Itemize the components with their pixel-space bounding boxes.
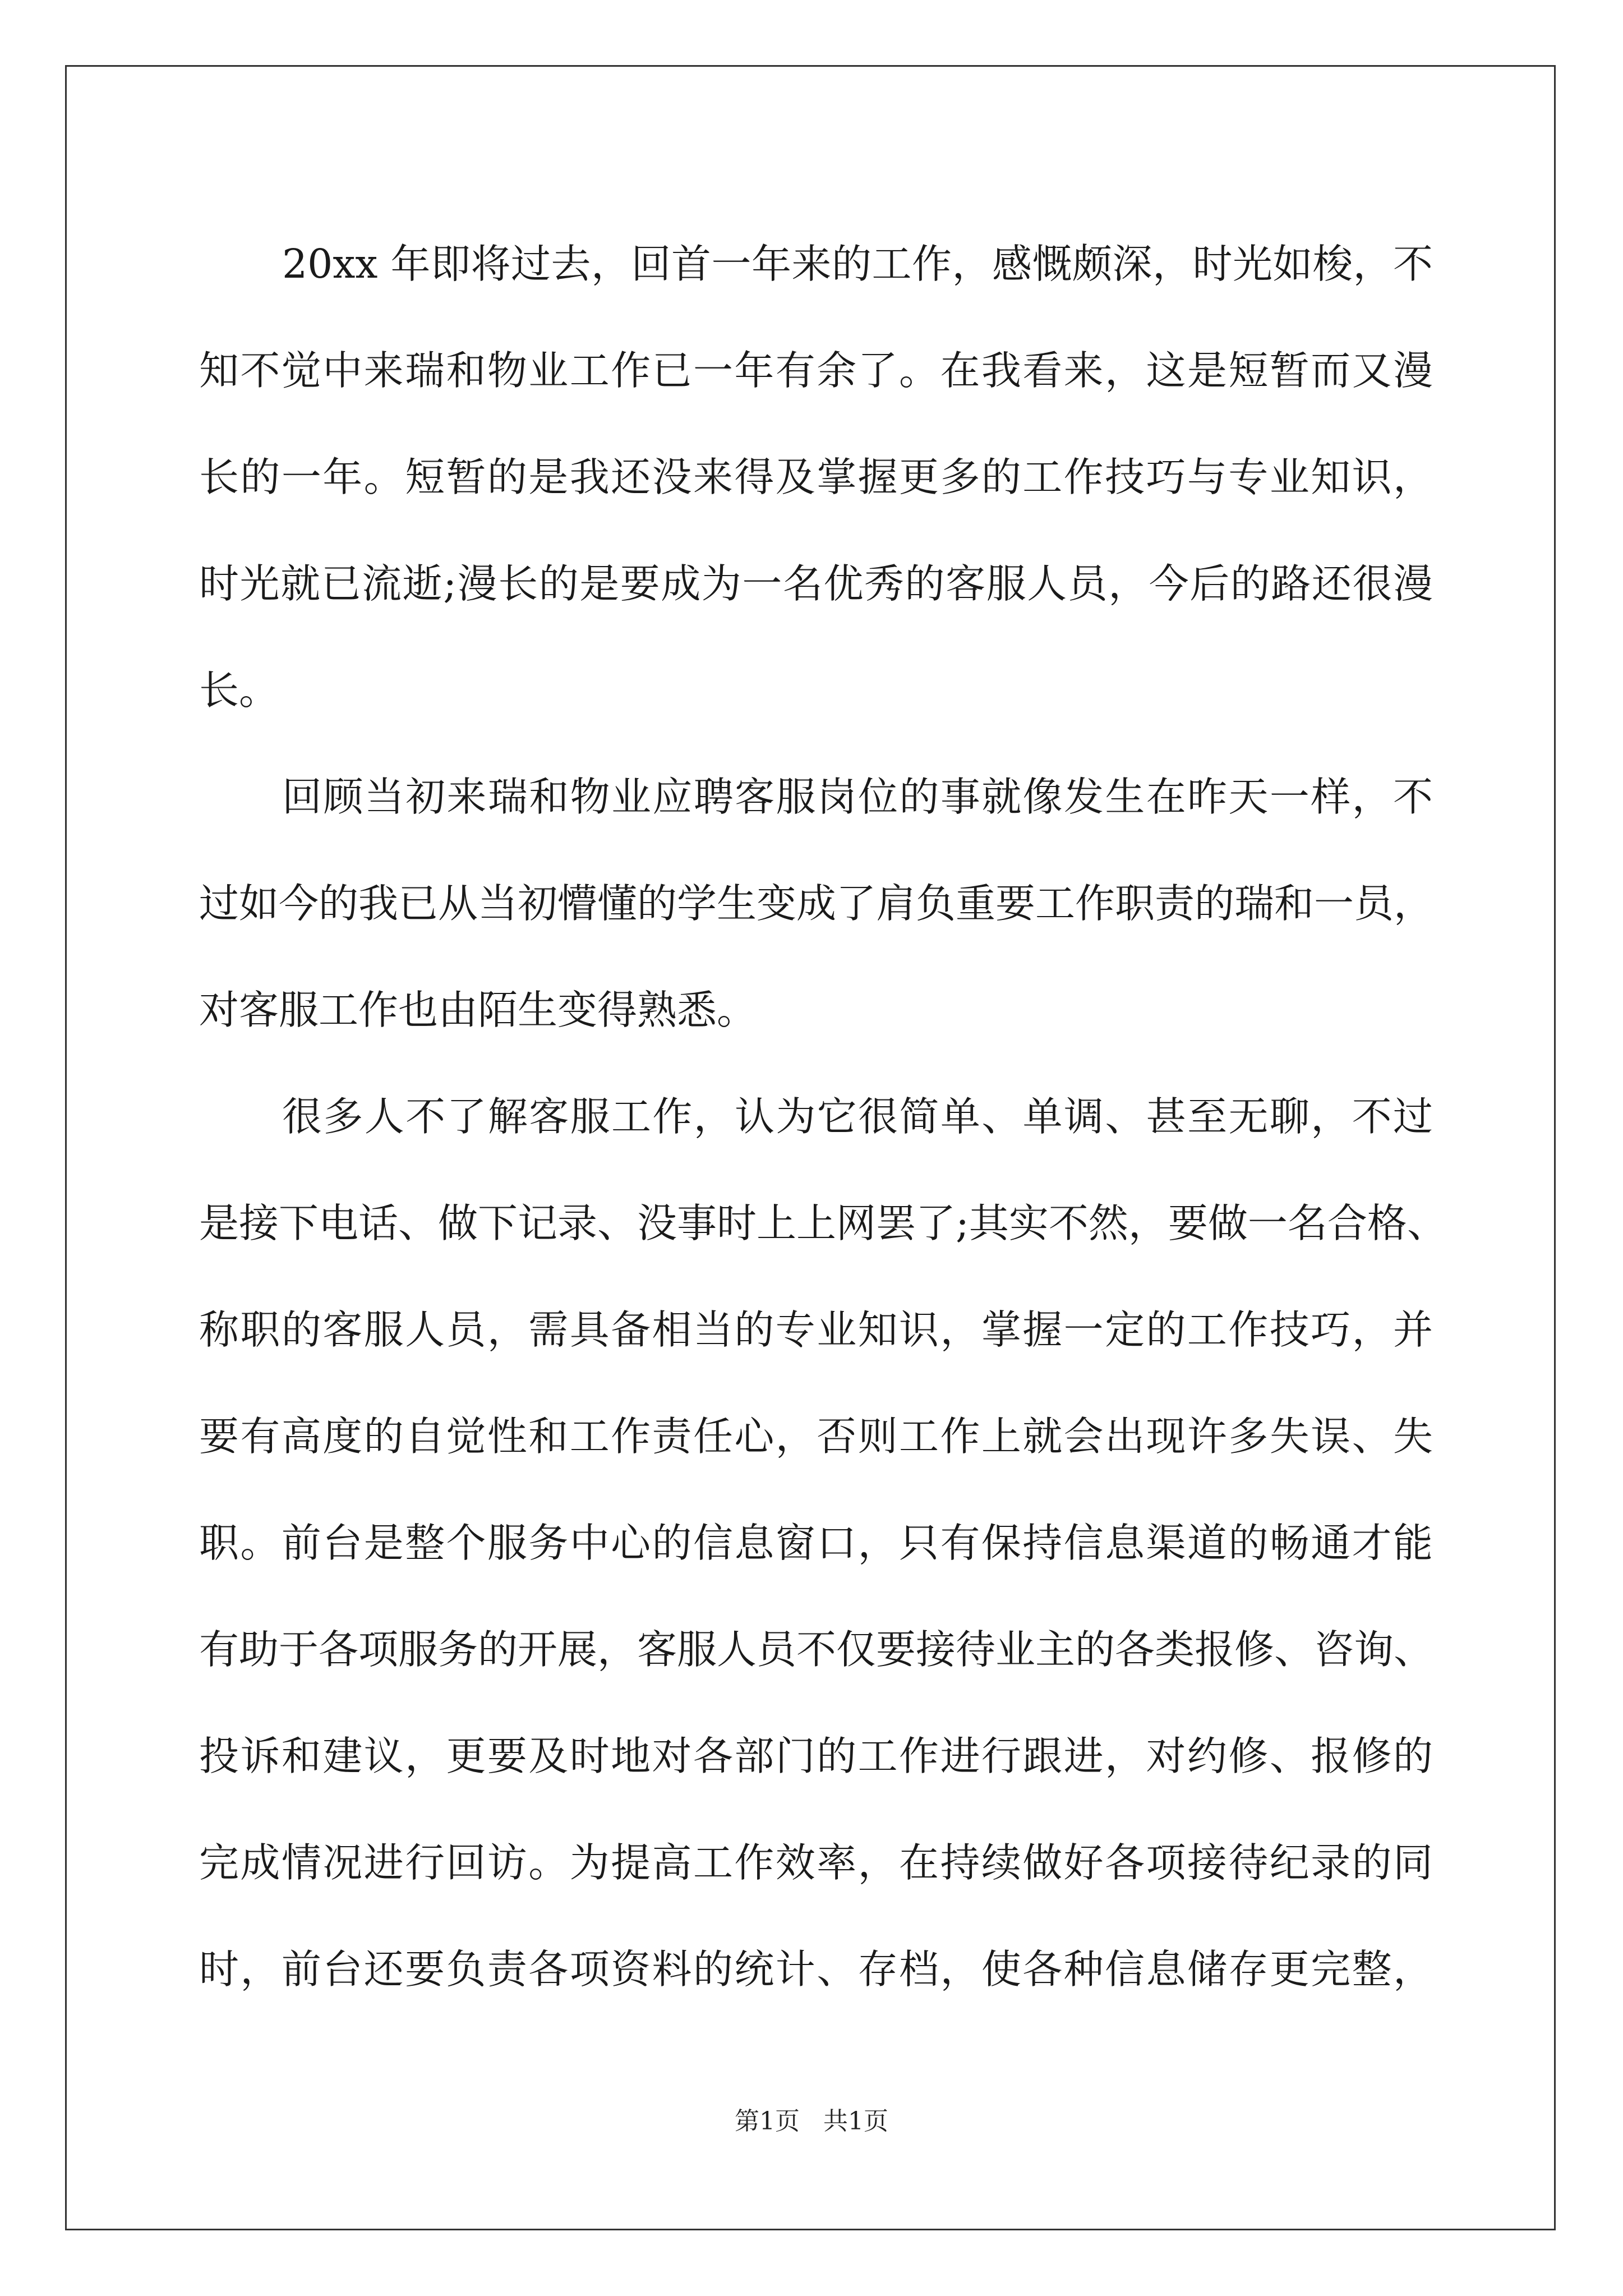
text-line: 回顾当初来瑞和物业应聘客服岗位的事就像发生在昨天一样，不 xyxy=(282,774,1433,820)
text-line: 过如今的我已从当初懵懂的学生变成了肩负重要工作职责的瑞和一员， xyxy=(199,880,1434,927)
text-line: 对客服工作也由陌生变得熟悉。 xyxy=(199,987,757,1033)
paragraph-1 xyxy=(199,211,1433,744)
document-body xyxy=(199,211,1447,2023)
page-footer xyxy=(0,2101,1623,2137)
text-line: 知不觉中来瑞和物业工作已一年有余了。在我看来，这是短暂而又漫 xyxy=(199,347,1433,394)
text-line: 称职的客服人员，需具备相当的专业知识，掌握一定的工作技巧，并 xyxy=(199,1306,1433,1353)
text-line: 要有高度的自觉性和工作责任心，否则工作上就会出现许多失误、失 xyxy=(199,1413,1433,1460)
text-line: 有助于各项服务的开展，客服人员不仅要接待业主的各类报修、咨询、 xyxy=(199,1626,1434,1673)
paragraph-2 xyxy=(199,744,1433,1064)
text-line: 很多人不了解客服工作，认为它很简单、单调、甚至无聊，不过 xyxy=(282,1093,1433,1140)
text-line: 是接下电话、做下记录、没事时上上网罢了;其实不然，要做一名合格、 xyxy=(199,1200,1447,1246)
text-line: 时，前台还要负责各项资料的统计、存档，使各种信息储存更完整， xyxy=(199,1946,1433,1993)
text-line: 职。前台是整个服务中心的信息窗口，只有保持信息渠道的畅通才能 xyxy=(199,1520,1433,1566)
paragraph-3 xyxy=(199,1064,1447,2023)
text-line: 完成情况进行回访。为提高工作效率，在持续做好各项接待纪录的同 xyxy=(199,1839,1433,1886)
text-line: 长。 xyxy=(199,667,279,714)
text-line: 投诉和建议，更要及时地对各部门的工作进行跟进，对约修、报修的 xyxy=(199,1733,1433,1779)
page-number: 第1页 xyxy=(735,2107,800,2136)
text-line: 时光就已流逝;漫长的是要成为一名优秀的客服人员，今后的路还很漫 xyxy=(199,560,1433,607)
text-line: 20xx 年即将过去，回首一年来的工作，感慨颇深，时光如梭，不 xyxy=(282,241,1433,287)
page-total: 共1页 xyxy=(823,2107,888,2136)
text-line: 长的一年。短暂的是我还没来得及掌握更多的工作技巧与专业知识， xyxy=(199,454,1433,500)
